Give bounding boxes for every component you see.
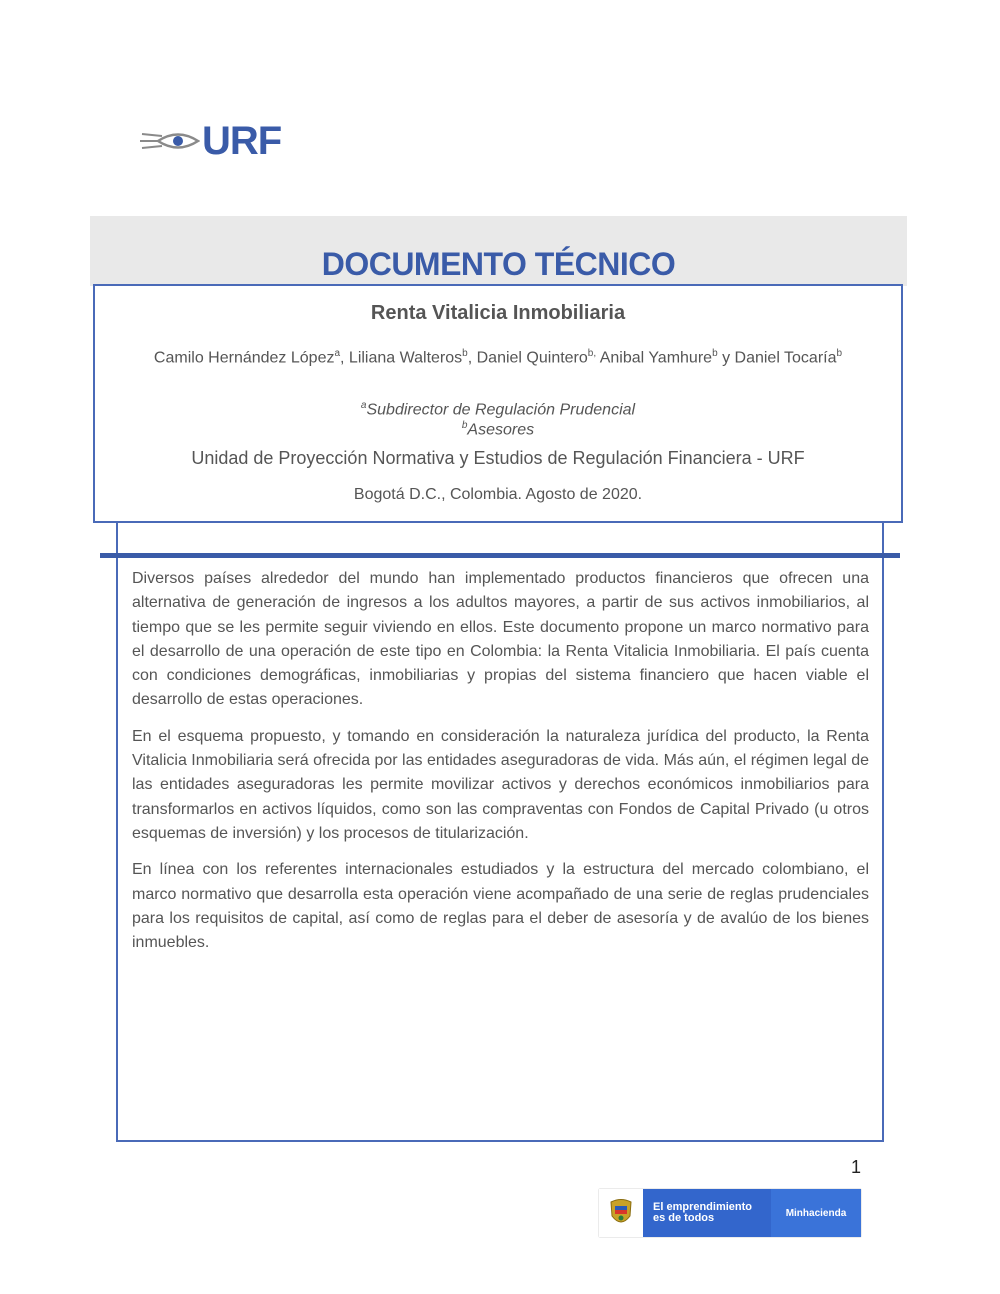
author-name: Camilo Hernández López xyxy=(153,349,335,367)
author-affiliation-mark: a xyxy=(334,348,341,359)
author-affiliation-mark: b xyxy=(836,348,843,359)
government-banner xyxy=(599,1189,861,1237)
abstract-box xyxy=(116,523,884,1142)
author-affiliation-mark: b, xyxy=(587,348,597,359)
coat-of-arms-icon xyxy=(599,1189,643,1237)
ministry-label: Minhacienda xyxy=(771,1189,861,1237)
document-subtitle: Renta Vitalicia Inmobiliaria xyxy=(370,302,626,324)
author-name: Daniel Tocaría xyxy=(734,349,837,367)
author-name: Liliana Walteros xyxy=(348,349,463,367)
organization-unit: Unidad de Proyección Normativa y Estudios de Regulación Financiera - URF xyxy=(191,448,805,468)
document-title: DOCUMENTO TÉCNICO xyxy=(321,246,676,282)
author-list: Camilo Hernández López$^a$, Liliana Walteros$^b$, Daniel Quintero$^{b,}$ Anibal Yamhure$^b$ y Daniel Tocaría$^b$ xyxy=(153,348,843,367)
logo-text: URF xyxy=(202,118,282,163)
place-and-date: Bogotá D.C., Colombia. Agosto de 2020. xyxy=(353,486,643,503)
eye-icon xyxy=(140,126,200,156)
author-affiliation-mark: b xyxy=(712,348,718,359)
abstract-paragraph: En línea con los referentes internacionales estudiados y la estructura del mercado colombiano, el marco normativo que desarrolla esta operación viene acompañado de una serie de reglas prudenciales para los requisitos de capital, así como de reglas para el deber de asesoría y de avalúo de los bienes inmuebles. xyxy=(132,861,869,952)
urf-logo xyxy=(140,118,290,163)
divider-rule xyxy=(100,553,900,558)
banner-slogan xyxy=(643,1189,771,1237)
affiliation-b: $^b$Asesores xyxy=(461,420,535,439)
abstract-paragraph: En el esquema propuesto, y tomando en consideración la naturaleza jurídica del producto, la Renta Vitalicia Inmobiliaria será ofrecida por las entidades aseguradoras de vida. Más aún, el régimen legal de las entidades aseguradoras les permite movilizar activos y derechos económicos inmobiliarios para transformarlos en activos líquidos, como son las compraventas con Fondos de Capital Privado (u otros esquemas de inversión) y los procesos de titularización. xyxy=(132,727,870,842)
banner-slogan-line1: El emprendimiento xyxy=(653,1201,753,1213)
document-info-box xyxy=(93,284,903,523)
author-name: Daniel Quintero xyxy=(476,349,588,367)
banner-slogan-line2: es de todos xyxy=(653,1212,715,1224)
affiliation-a: $^a$Subdirector de Regulación Prudencial xyxy=(360,400,636,419)
author-affiliation-mark: b xyxy=(462,348,468,359)
author-name: Anibal Yamhure xyxy=(599,349,713,367)
page-number: 1 xyxy=(850,1157,861,1177)
affiliations xyxy=(95,398,901,439)
abstract-paragraph: Diversos países alrededor del mundo han implementado productos financieros que ofrecen una alternativa de generación de ingresos a los adultos mayores, a partir de sus activos inmobiliarios, al tiempo que se les permite seguir viviendo en ellos. Este documento propone un marco normativo para el desarrollo de una operación de este tipo en Colombia: la Renta Vitalicia Inmobiliaria. El país cuenta con condiciones demográficas, inmobiliarias y propias del sistema financiero que hacen viable el desarrollo de estas operaciones. xyxy=(132,570,869,709)
abstract xyxy=(132,567,869,967)
